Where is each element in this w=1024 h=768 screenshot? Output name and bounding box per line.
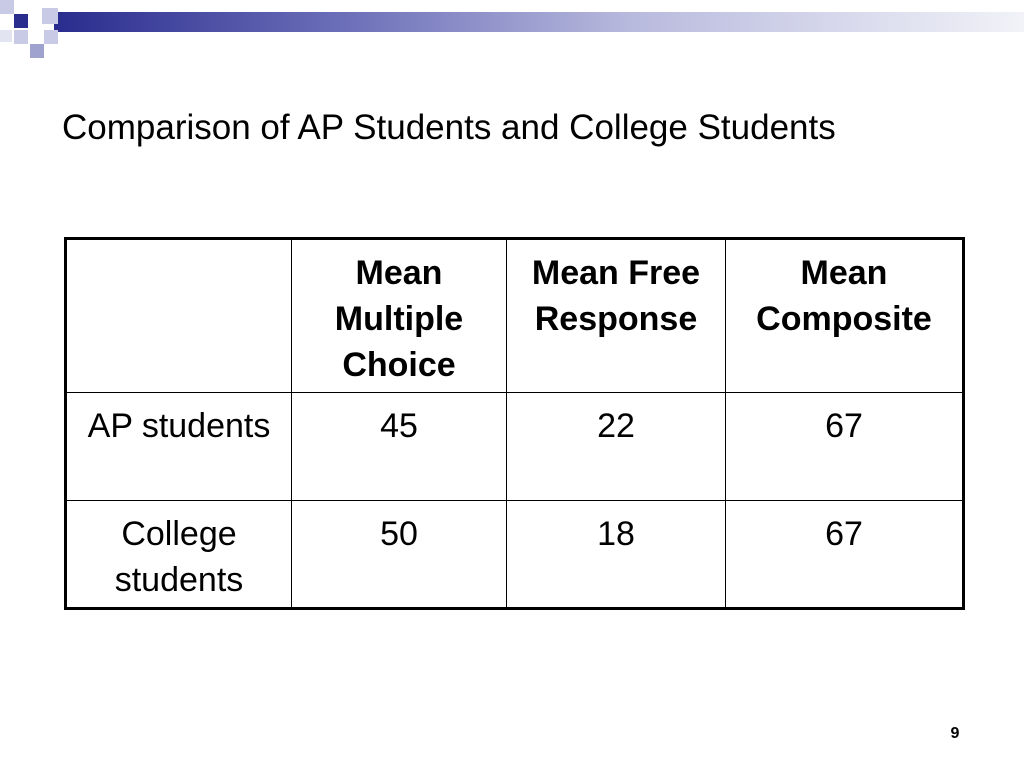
header-banner [0, 0, 1024, 64]
row-label-ap-students: AP students [66, 393, 292, 501]
table-header-row [66, 239, 964, 393]
header-cell-free-response: Mean Free Response [507, 239, 726, 393]
row-label-college-students: College students [66, 501, 292, 609]
slide-title: Comparison of AP Students and College Students [62, 108, 836, 147]
banner-gradient-bar [54, 12, 1024, 32]
banner-square [14, 14, 28, 28]
table-row [66, 393, 964, 501]
page-number: 9 [950, 725, 960, 742]
cell-composite: 67 [726, 501, 964, 609]
cell-free-response: 18 [507, 501, 726, 609]
cell-free-response: 22 [507, 393, 726, 501]
banner-square [28, 0, 42, 14]
banner-square [14, 30, 28, 44]
comparison-table [64, 237, 965, 610]
header-cell-composite: Mean Composite [726, 239, 964, 393]
cell-multiple-choice: 45 [292, 393, 507, 501]
header-cell-empty [66, 239, 292, 393]
banner-square [30, 44, 44, 58]
banner-square [0, 30, 12, 42]
banner-square [42, 8, 58, 24]
banner-square [0, 0, 14, 14]
header-cell-multiple-choice: Mean Multiple Choice [292, 239, 507, 393]
table-row [66, 501, 964, 609]
cell-multiple-choice: 50 [292, 501, 507, 609]
banner-square [44, 30, 58, 44]
cell-composite: 67 [726, 393, 964, 501]
